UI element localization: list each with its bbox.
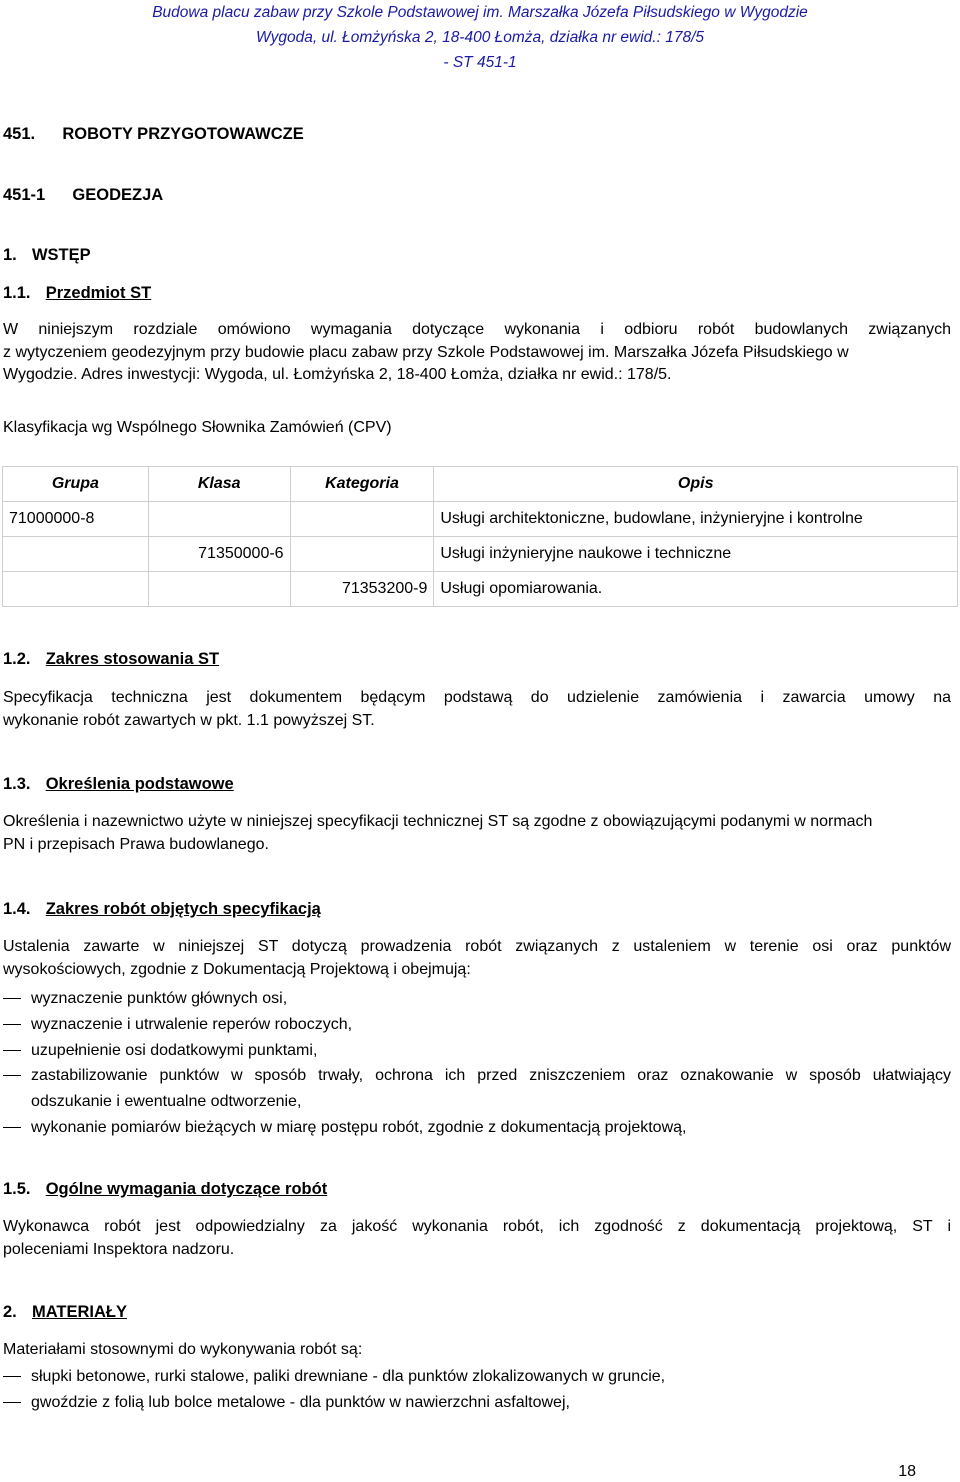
- list-item-text: odszukanie i ewentualne odtworzenie,: [31, 1093, 302, 1111]
- header-project-title: Budowa placu zabaw przy Szkole Podstawowej im. Marszałka Józefa Piłsudskiego w Wygodzie: [152, 4, 808, 21]
- section-number: 451.: [3, 125, 36, 143]
- paragraph-line: Ustalenia zawarte w niniejszej ST dotyczą prowadzenia robót związanych z ustaleniem w terenie osi oraz punktów: [3, 938, 951, 955]
- table-cell: [148, 572, 290, 607]
- list-item-text: gwoździe z folią lub bolce metalowe - dla punktów w nawierzchni asfaltowej,: [31, 1393, 570, 1411]
- subsection-1-4-paragraph: [3, 936, 951, 981]
- paragraph-line: Określenia i nazewnictwo użyte w niniejszej specyfikacji technicznej ST są zgodne z obowiązującymi podanymi w normach: [3, 813, 873, 830]
- table-header-row: [3, 467, 958, 502]
- subsection-number: 1.3.: [3, 775, 31, 793]
- subsection-number: 1.2.: [3, 650, 31, 668]
- list-item: [3, 1012, 951, 1038]
- section-451-1-heading: [3, 186, 163, 205]
- list-item-text: wyznaczenie punktów głównych osi,: [31, 990, 288, 1007]
- list-item: [3, 1115, 951, 1141]
- list-item: [3, 1038, 951, 1064]
- subsection-1-4-list: [3, 986, 951, 1141]
- paragraph-line: W niniejszym rozdziale omówiono wymagania dotyczące wykonania i odbioru robót budowlanych związanych: [3, 321, 951, 338]
- subsection-1-2-heading: [3, 650, 219, 669]
- paragraph-line: z wytyczeniem geodezyjnym przy budowie placu zabaw przy Szkole Podstawowej im. Marszałka Józefa Piłsudskiego w: [3, 343, 849, 361]
- table-cell: Usługi inżynieryjne naukowe i techniczne: [434, 537, 958, 572]
- table-cell: 71350000-6: [148, 537, 290, 572]
- list-item-text: wyznaczenie i utrwalenie reperów roboczych,: [31, 1015, 353, 1033]
- table-cell: [290, 502, 434, 537]
- dash-bullet-icon: [3, 1050, 21, 1051]
- cpv-caption: Klasyfikacja wg Wspólnego Słownika Zamówień (CPV): [3, 419, 392, 436]
- paragraph-line: PN i przepisach Prawa budowlanego.: [3, 835, 269, 853]
- list-item-text: uzupełnienie osi dodatkowymi punktami,: [31, 1041, 318, 1059]
- subsection-1-2-paragraph: [3, 687, 951, 732]
- table-cell: [3, 572, 149, 607]
- table-cell: Usługi architektoniczne, budowlane, inżynieryjne i kontrolne: [434, 502, 958, 537]
- subsection-1-1-heading: [3, 284, 151, 303]
- paragraph-line: wykonanie robót zawartych w pkt. 1.1 powyższej ST.: [3, 711, 375, 729]
- dash-bullet-icon: [3, 1402, 21, 1403]
- paragraph-line: Wygodzie. Adres inwestycji: Wygoda, ul. Łomżyńska 2, 18-400 Łomża, działka nr ewid.: 178/5.: [3, 366, 672, 383]
- table-row: [3, 537, 958, 572]
- subsection-title: Zakres robót objętych specyfikacją: [45, 900, 321, 918]
- paragraph-line: poleceniami Inspektora nadzoru.: [3, 1240, 235, 1258]
- table-cell: 71000000-8: [3, 502, 149, 537]
- table-row: [3, 502, 958, 537]
- dash-bullet-icon: [3, 1127, 21, 1128]
- subsection-1-5-heading: [3, 1180, 327, 1199]
- list-item-text: zastabilizowanie punktów w sposób trwały, ochrona ich przed zniszczeniem oraz oznakowanie w sposób ułatwiający: [31, 1067, 951, 1085]
- dash-bullet-icon: [3, 1376, 21, 1377]
- subsection-title: Przedmiot ST: [45, 284, 152, 302]
- subsection-1-1-paragraph: [3, 319, 951, 387]
- subsection-1-5-paragraph: [3, 1216, 951, 1261]
- subsection-title: Ogólne wymagania dotyczące robót: [45, 1180, 328, 1198]
- section-title: GEODEZJA: [72, 186, 164, 204]
- subsection-1-3-paragraph: [3, 811, 951, 856]
- list-item: [3, 1390, 951, 1416]
- table-cell: [148, 502, 290, 537]
- materials-intro: Materiałami stosownymi do wykonywania robót są:: [3, 1341, 363, 1358]
- dash-bullet-icon: [3, 1075, 21, 1076]
- materials-list: [3, 1364, 951, 1416]
- table-cell: Usługi opomiarowania.: [434, 572, 958, 607]
- header-address: Wygoda, ul. Łomżyńska 2, 18-400 Łomża, działka nr ewid.: 178/5: [255, 29, 705, 46]
- column-header: Klasa: [148, 467, 290, 502]
- list-item-text: słupki betonowe, rurki stalowe, paliki drewniane - dla punktów zlokalizowanych w gruncie,: [31, 1368, 666, 1385]
- section-title: WSTĘP: [31, 246, 91, 264]
- subsection-number: 1.4.: [3, 900, 31, 918]
- column-header: Grupa: [3, 467, 149, 502]
- column-header: Kategoria: [290, 467, 434, 502]
- subsection-number: 1.5.: [3, 1180, 31, 1198]
- section-title: ROBOTY PRZYGOTOWAWCZE: [62, 125, 304, 143]
- section-number: 2.: [3, 1303, 17, 1321]
- paragraph-line: Specyfikacja techniczna jest dokumentem będącym podstawą do udzielenie zamówienia i zawarcia umowy na: [3, 689, 951, 706]
- list-item: [3, 1364, 951, 1390]
- subsection-1-4-heading: [3, 900, 321, 919]
- paragraph-line: Wykonawca robót jest odpowiedzialny za jakość wykonania robót, ich zgodność z dokumentacją projektową, ST i: [3, 1218, 951, 1235]
- section-title: MATERIAŁY: [31, 1303, 127, 1321]
- page-number: 18: [898, 1463, 916, 1480]
- section-number: 451-1: [3, 186, 46, 204]
- list-item-text: wykonanie pomiarów bieżących w miarę postępu robót, zgodnie z dokumentacją projektową,: [31, 1118, 687, 1136]
- paragraph-line: wysokościowych, zgodnie z Dokumentacją Projektową i obejmują:: [3, 960, 471, 978]
- section-451-heading: [3, 125, 304, 144]
- column-header: Opis: [434, 467, 958, 502]
- subsection-title: Zakres stosowania ST: [45, 650, 220, 668]
- dash-bullet-icon: [3, 998, 21, 999]
- subsection-number: 1.1.: [3, 284, 31, 302]
- header-spec-code: - ST 451-1: [443, 54, 517, 71]
- section-number: 1.: [3, 246, 17, 264]
- table-row: [3, 572, 958, 607]
- subsection-1-3-heading: [3, 775, 234, 794]
- list-item: [3, 1063, 951, 1115]
- table-cell: [3, 537, 149, 572]
- cpv-table: [2, 466, 958, 607]
- table-cell: [290, 537, 434, 572]
- list-item: [3, 986, 951, 1012]
- section-1-heading: [3, 246, 91, 265]
- table-cell: 71353200-9: [290, 572, 434, 607]
- dash-bullet-icon: [3, 1024, 21, 1025]
- section-2-heading: [3, 1303, 127, 1322]
- subsection-title: Określenia podstawowe: [45, 775, 234, 793]
